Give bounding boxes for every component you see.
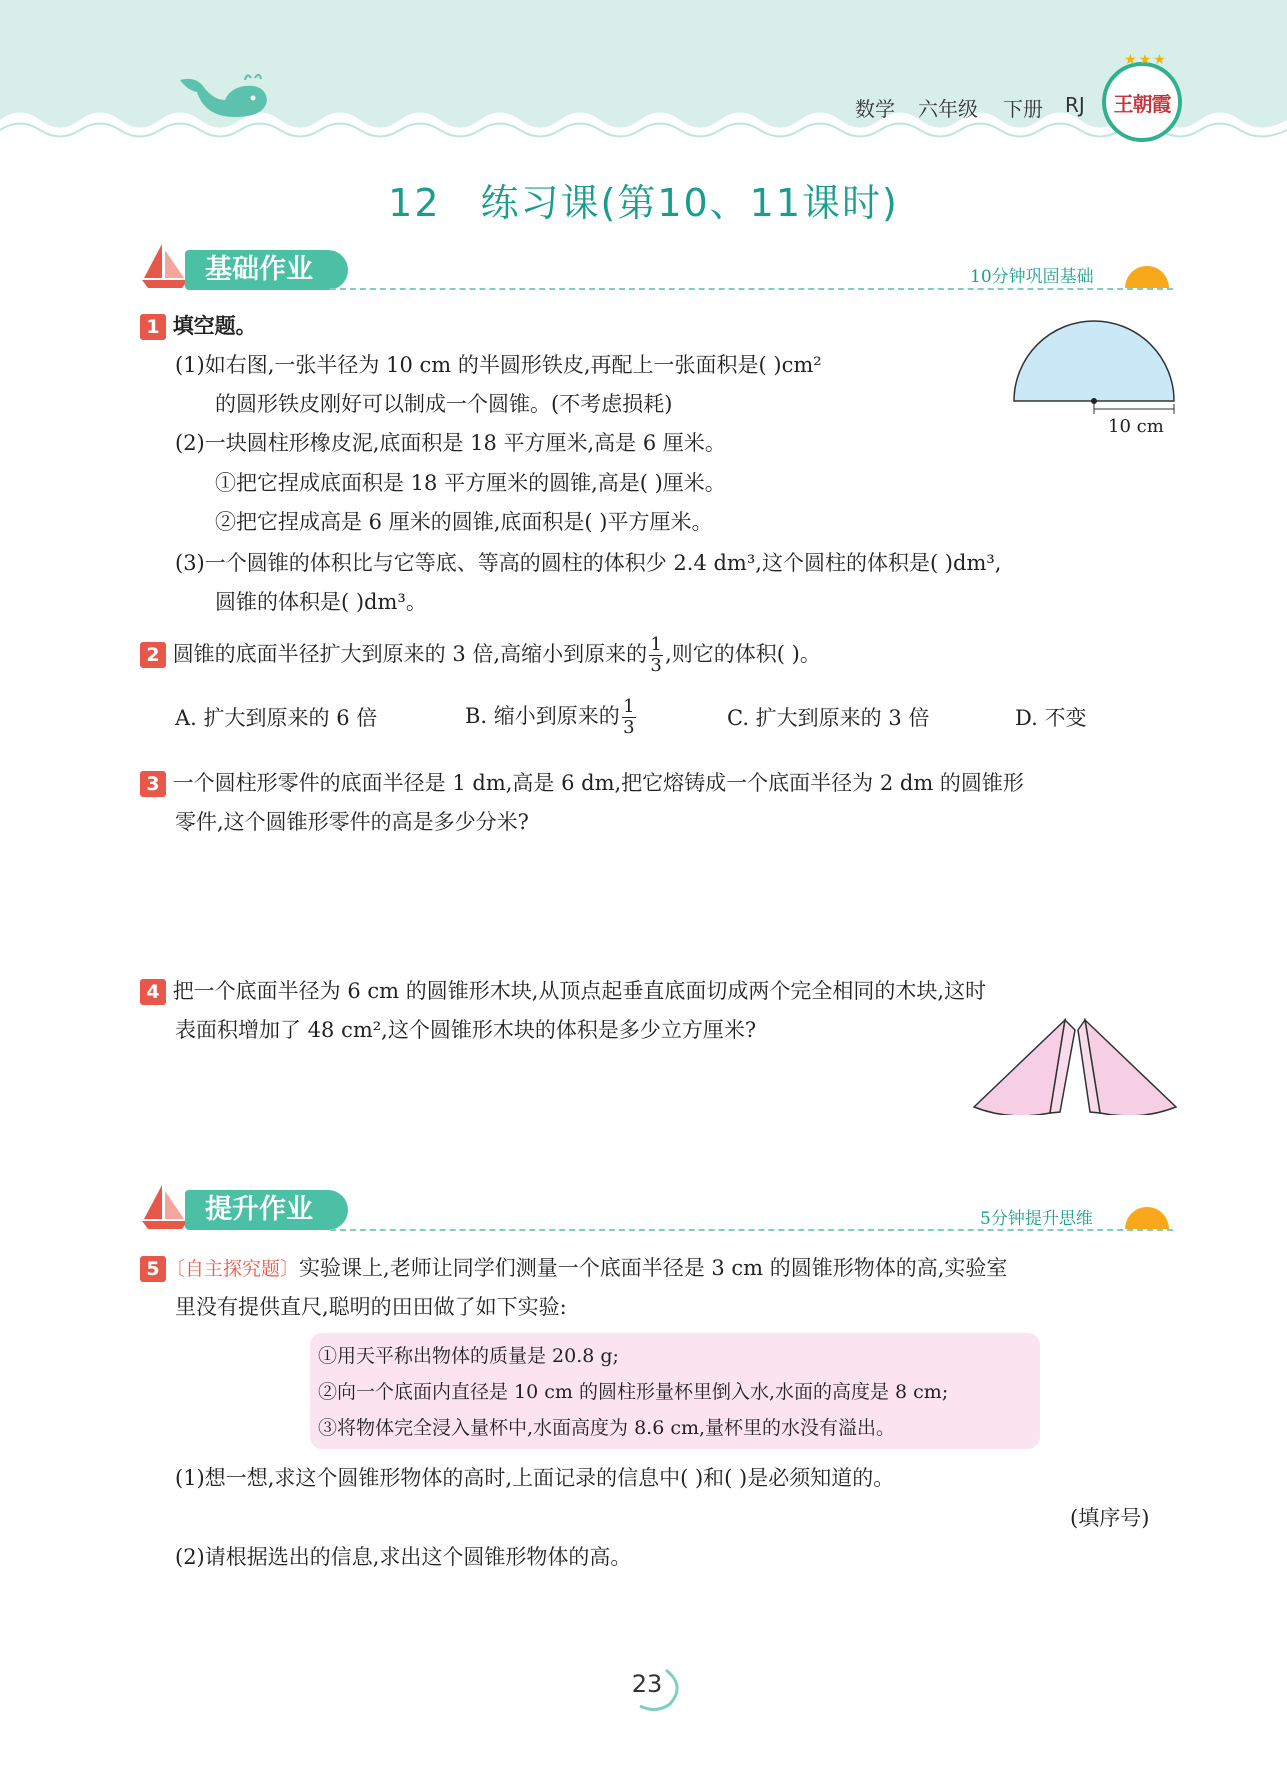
q1-part2: (2)一块圆柱形橡皮泥,底面积是 18 平方厘米,高是 6 厘米。 <box>175 431 726 455</box>
cut-cone-figure <box>970 1015 1180 1115</box>
question-1-number: 1 <box>140 314 166 340</box>
semicircle-figure <box>1010 315 1185 415</box>
fraction-numerator: 1 <box>623 696 635 717</box>
whale-icon <box>175 72 275 132</box>
question-4-line1 <box>140 977 986 1005</box>
question-1-heading <box>140 312 257 340</box>
header-grade: 六年级 <box>918 97 978 121</box>
q2-option-b-fraction <box>622 697 636 738</box>
stars-icon: ★★★ <box>1124 52 1168 68</box>
sun-icon <box>1125 266 1169 288</box>
info-item-3: ③将物体完全浸入量杯中,水面高度为 8.6 cm,量杯里的水没有溢出。 <box>318 1417 896 1439</box>
q5-sub2: (2)请根据选出的信息,求出这个圆锥形物体的高。 <box>175 1545 632 1569</box>
question-4-text: 把一个底面半径为 6 cm 的圆锥形木块,从顶点起垂直底面切成两个完全相同的木块,这时 <box>172 979 987 1003</box>
fraction-numerator: 1 <box>650 634 662 655</box>
page-title <box>0 172 1287 227</box>
q5-sub1-hint: (填序号) <box>1070 1506 1150 1530</box>
section-advanced-divider <box>330 1229 1173 1231</box>
question-4-line2: 表面积增加了 48 cm²,这个圆锥形木块的体积是多少立方厘米? <box>175 1018 757 1042</box>
q2-option-d: D. 不变 <box>1015 706 1087 730</box>
q1-part1-line1: (1)如右图,一张半径为 10 cm 的半圆形铁皮,再配上一张面积是( )cm² <box>175 353 822 377</box>
q1-part1-line2: 的圆形铁皮刚好可以制成一个圆锥。(不考虑损耗) <box>215 392 673 416</box>
question-2-fraction <box>649 635 663 676</box>
lesson-number: 12 <box>388 181 441 225</box>
sailboat-icon <box>140 1183 190 1231</box>
question-3-line2: 零件,这个圆锥形零件的高是多少分米? <box>175 810 529 834</box>
question-3-text: 一个圆柱形零件的底面半径是 1 dm,高是 6 dm,把它熔铸成一个底面半径为 2 dm 的圆锥形 <box>172 771 1024 795</box>
section-basic-label: 基础作业 <box>185 250 348 290</box>
sailboat-icon <box>140 242 190 290</box>
question-2-number: 2 <box>140 642 166 668</box>
q2-option-b-text: B. 缩小到原来的 <box>465 704 620 728</box>
question-3-line1 <box>140 769 1024 797</box>
question-2 <box>140 635 821 676</box>
question-5-tag: 〔自主探究题〕 <box>166 1258 300 1280</box>
brand-logo <box>1102 52 1182 142</box>
section-basic-note: 10分钟巩固基础 <box>970 267 1094 287</box>
question-4-number: 4 <box>140 979 166 1005</box>
semicircle-radius-label: 10 cm <box>1108 416 1164 437</box>
fraction-denominator: 3 <box>650 655 662 676</box>
q2-option-c: C. 扩大到原来的 3 倍 <box>727 706 930 730</box>
question-2-text-before: 圆锥的底面半径扩大到原来的 3 倍,高缩小到原来的 <box>172 642 648 666</box>
question-5-number: 5 <box>140 1256 166 1282</box>
info-item-1: ①用天平称出物体的质量是 20.8 g; <box>318 1345 619 1367</box>
header-edition: RJ <box>1065 93 1085 117</box>
lesson-title: 练习课(第10、11课时) <box>480 181 899 225</box>
fraction-denominator: 3 <box>623 717 635 738</box>
question-1-title: 填空题。 <box>172 314 257 338</box>
page-number: 23 <box>631 1670 663 1698</box>
q1-part2-b: ②把它捏成高是 6 厘米的圆锥,底面积是( )平方厘米。 <box>215 510 713 534</box>
info-item-2: ②向一个底面内直径是 10 cm 的圆柱形量杯里倒入水,水面的高度是 8 cm; <box>318 1381 949 1403</box>
header-subject: 数学 <box>855 97 895 121</box>
q1-part2-a: ①把它捏成底面积是 18 平方厘米的圆锥,高是( )厘米。 <box>215 471 726 495</box>
section-advanced-note: 5分钟提升思维 <box>980 1209 1093 1229</box>
q2-option-a: A. 扩大到原来的 6 倍 <box>175 706 378 730</box>
q1-part3-line2: 圆锥的体积是( )dm³。 <box>215 590 427 614</box>
question-5-line2: 里没有提供直尺,聪明的田田做了如下实验: <box>175 1295 567 1319</box>
logo-text: 王朝霞 <box>1113 91 1171 116</box>
question-2-text-after: ,则它的体积( )。 <box>665 642 821 666</box>
question-3-number: 3 <box>140 771 166 797</box>
section-basic-divider <box>330 288 1173 290</box>
question-5-line1 <box>140 1254 1007 1283</box>
header-volume: 下册 <box>1003 97 1043 121</box>
q2-option-b <box>465 697 638 738</box>
q1-part3-line1: (3)一个圆锥的体积比与它等底、等高的圆柱的体积少 2.4 dm³,这个圆柱的体积是( )dm³, <box>175 551 1002 575</box>
sun-icon <box>1125 1207 1169 1229</box>
question-5-text: 实验课上,老师让同学们测量一个底面半径是 3 cm 的圆锥形物体的高,实验室 <box>299 1256 1008 1280</box>
q5-sub1: (1)想一想,求这个圆锥形物体的高时,上面记录的信息中( )和( )是必须知道的。 <box>175 1466 895 1490</box>
section-advanced-label: 提升作业 <box>185 1190 348 1230</box>
